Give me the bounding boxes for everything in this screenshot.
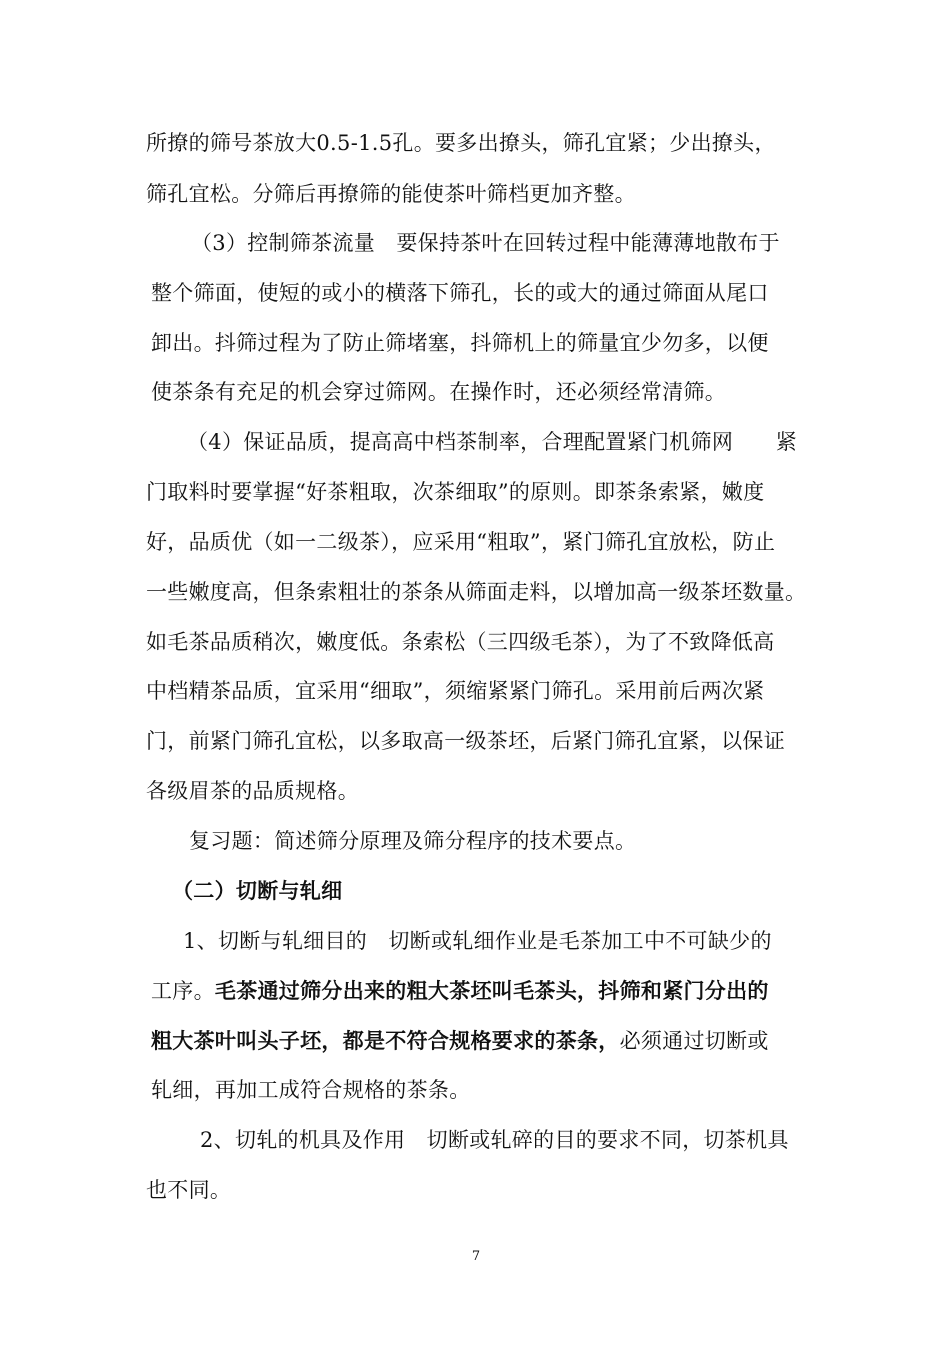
text-line: 也不同。 [146,1178,232,1202]
text-line: （4）保证品质，提高高中档茶制率，合理配置紧门机筛网 紧 [187,430,798,454]
text-line: 门，前紧门筛孔宜松，以多取高一级茶坯，后紧门筛孔宜紧，以保证 [146,729,785,753]
text-line: （3）控制筛茶流量 要保持茶叶在回转过程中能薄薄地散布于 [191,231,780,255]
text-line: 好，品质优（如一二级茶），应采用“粗取”，紧门筛孔宜放松，防止 [146,530,776,554]
text-line: 如毛茶品质稍次，嫩度低。条索松（三四级毛茶），为了不致降低高 [146,630,775,654]
emphasized-text: 毛茶通过筛分出来的粗大茶坯叫毛茶头，抖筛和紧门分出的 [214,978,769,1003]
text-line: 轧细，再加工成符合规格的茶条。 [151,1078,471,1102]
text-line: 门取料时要掌握“好茶粗取，次茶细取”的原则。即茶条索紧，嫩度 [146,480,765,504]
text-line-mixed [151,1027,769,1055]
text-line: 1、切断与轧细目的 切断或轧细作业是毛茶加工中不可缺少的 [183,929,772,953]
text-line: 所撩的筛号茶放大0.5-1.5孔。要多出撩头，筛孔宜紧；少出撩头， [146,131,776,155]
emphasized-text: 粗大茶叶叫头子坯，都是不符合规格要求的茶条， [151,1028,620,1053]
text-line: 一些嫩度高，但条索粗壮的茶条从筛面走料，以增加高一级茶坯数量。 [146,580,807,604]
text-line: 各级眉茶的品质规格。 [146,779,359,803]
text-line: 筛孔宜松。分筛后再撩筛的能使茶叶筛档更加齐整。 [146,182,636,206]
text-line: 使茶条有充足的机会穿过筛网。在操作时，还必须经常清筛。 [151,380,727,404]
text-line: 卸出。抖筛过程为了防止筛堵塞，抖筛机上的筛量宜少勿多，以便 [151,331,769,355]
text-line: 中档精茶品质，宜采用“细取”，须缩紧紧门筛孔。采用前后两次紧 [146,679,765,703]
review-question: 复习题：简述筛分原理及筛分程序的技术要点。 [189,829,637,853]
plain-text: 工序。 [151,979,215,1003]
section-heading: （二）切断与轧细 [172,878,343,903]
page-number: 7 [471,1249,481,1264]
text-line: 2、切轧的机具及作用 切断或轧碎的目的要求不同，切茶机具 [200,1128,789,1152]
plain-text: 必须通过切断或 [619,1029,769,1053]
text-line-mixed [151,977,769,1005]
text-line: 整个筛面，使短的或小的横落下筛孔，长的或大的通过筛面从尾口 [151,281,769,305]
